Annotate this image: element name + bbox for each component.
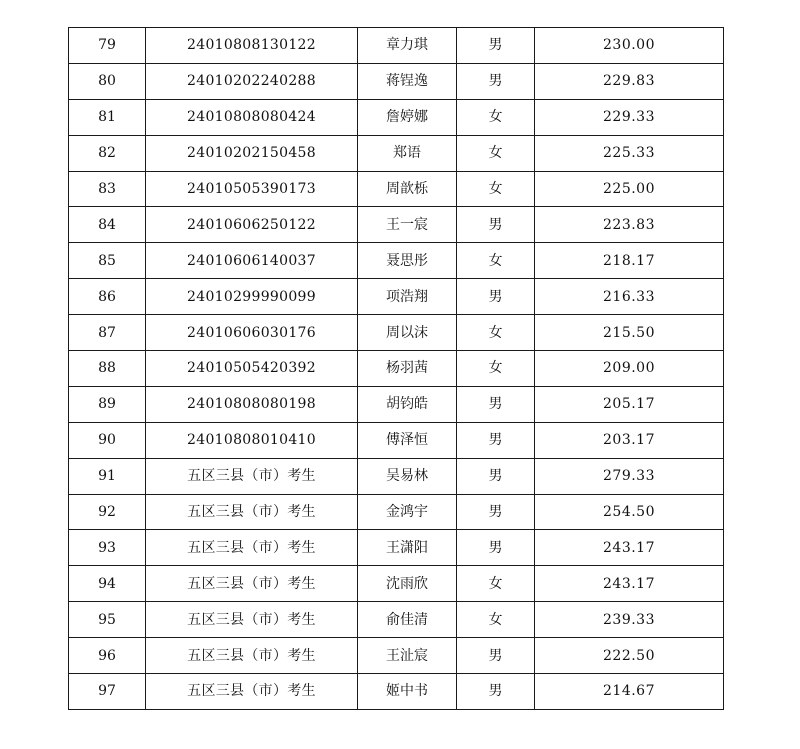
cell-student-name: 王潇阳 <box>358 530 457 566</box>
cell-score: 209.00 <box>535 351 724 387</box>
cell-exam-id: 24010606250122 <box>146 207 358 243</box>
table-row <box>69 674 724 710</box>
cell-gender: 男 <box>457 458 535 494</box>
cell-student-name: 聂思彤 <box>358 243 457 279</box>
cell-score: 243.17 <box>535 530 724 566</box>
cell-score: 216.33 <box>535 279 724 315</box>
cell-gender: 女 <box>457 566 535 602</box>
cell-exam-id: 五区三县（市）考生 <box>146 674 358 710</box>
cell-score: 223.83 <box>535 207 724 243</box>
cell-score: 254.50 <box>535 494 724 530</box>
cell-exam-id: 24010299990099 <box>146 279 358 315</box>
cell-rank: 86 <box>69 279 146 315</box>
cell-score: 225.00 <box>535 171 724 207</box>
cell-exam-id: 五区三县（市）考生 <box>146 638 358 674</box>
cell-gender: 男 <box>457 494 535 530</box>
cell-rank: 91 <box>69 458 146 494</box>
table-row <box>69 243 724 279</box>
cell-exam-id: 24010808080198 <box>146 386 358 422</box>
cell-rank: 96 <box>69 638 146 674</box>
cell-gender: 女 <box>457 315 535 351</box>
cell-gender: 女 <box>457 135 535 171</box>
cell-student-name: 章力琪 <box>358 28 457 64</box>
cell-score: 203.17 <box>535 422 724 458</box>
cell-score: 243.17 <box>535 566 724 602</box>
cell-student-name: 郑语 <box>358 135 457 171</box>
cell-score: 214.67 <box>535 674 724 710</box>
cell-gender: 男 <box>457 638 535 674</box>
cell-score: 230.00 <box>535 28 724 64</box>
table-row <box>69 351 724 387</box>
cell-score: 215.50 <box>535 315 724 351</box>
table-row <box>69 207 724 243</box>
cell-score: 218.17 <box>535 243 724 279</box>
cell-rank: 85 <box>69 243 146 279</box>
cell-gender: 女 <box>457 351 535 387</box>
table-row <box>69 99 724 135</box>
table-row <box>69 315 724 351</box>
cell-gender: 女 <box>457 243 535 279</box>
cell-rank: 92 <box>69 494 146 530</box>
cell-rank: 95 <box>69 602 146 638</box>
cell-student-name: 项浩翔 <box>358 279 457 315</box>
cell-gender: 男 <box>457 207 535 243</box>
cell-student-name: 杨羽茜 <box>358 351 457 387</box>
cell-gender: 女 <box>457 99 535 135</box>
cell-rank: 81 <box>69 99 146 135</box>
cell-exam-id: 24010505420392 <box>146 351 358 387</box>
cell-student-name: 沈雨欣 <box>358 566 457 602</box>
table-row <box>69 458 724 494</box>
table-row <box>69 638 724 674</box>
cell-rank: 94 <box>69 566 146 602</box>
cell-rank: 82 <box>69 135 146 171</box>
cell-gender: 男 <box>457 530 535 566</box>
cell-exam-id: 24010808130122 <box>146 28 358 64</box>
cell-score: 279.33 <box>535 458 724 494</box>
cell-rank: 89 <box>69 386 146 422</box>
cell-student-name: 王沚宸 <box>358 638 457 674</box>
table-row <box>69 530 724 566</box>
cell-gender: 男 <box>457 279 535 315</box>
cell-gender: 男 <box>457 674 535 710</box>
table-row <box>69 386 724 422</box>
results-table <box>68 27 724 710</box>
cell-rank: 88 <box>69 351 146 387</box>
cell-score: 222.50 <box>535 638 724 674</box>
cell-rank: 97 <box>69 674 146 710</box>
cell-rank: 80 <box>69 63 146 99</box>
cell-exam-id: 24010606140037 <box>146 243 358 279</box>
table-row <box>69 28 724 64</box>
cell-gender: 男 <box>457 422 535 458</box>
table-row <box>69 171 724 207</box>
cell-rank: 84 <box>69 207 146 243</box>
cell-exam-id: 五区三县（市）考生 <box>146 494 358 530</box>
table-row <box>69 135 724 171</box>
cell-exam-id: 五区三县（市）考生 <box>146 602 358 638</box>
cell-student-name: 傅泽恒 <box>358 422 457 458</box>
results-table-body <box>69 28 724 710</box>
cell-exam-id: 24010808010410 <box>146 422 358 458</box>
cell-student-name: 蒋锃逸 <box>358 63 457 99</box>
table-row <box>69 63 724 99</box>
cell-student-name: 王一宸 <box>358 207 457 243</box>
table-row <box>69 279 724 315</box>
table-row <box>69 494 724 530</box>
cell-student-name: 周以沫 <box>358 315 457 351</box>
table-row <box>69 566 724 602</box>
cell-score: 229.83 <box>535 63 724 99</box>
cell-score: 239.33 <box>535 602 724 638</box>
cell-rank: 87 <box>69 315 146 351</box>
cell-student-name: 胡钧皓 <box>358 386 457 422</box>
cell-student-name: 姬中书 <box>358 674 457 710</box>
cell-rank: 93 <box>69 530 146 566</box>
cell-gender: 女 <box>457 602 535 638</box>
cell-score: 229.33 <box>535 99 724 135</box>
cell-rank: 83 <box>69 171 146 207</box>
cell-gender: 男 <box>457 28 535 64</box>
cell-exam-id: 五区三县（市）考生 <box>146 530 358 566</box>
cell-student-name: 周歆栎 <box>358 171 457 207</box>
cell-gender: 女 <box>457 171 535 207</box>
cell-rank: 90 <box>69 422 146 458</box>
cell-exam-id: 24010808080424 <box>146 99 358 135</box>
cell-gender: 男 <box>457 63 535 99</box>
cell-exam-id: 24010202240288 <box>146 63 358 99</box>
cell-exam-id: 24010202150458 <box>146 135 358 171</box>
table-row <box>69 602 724 638</box>
cell-exam-id: 24010505390173 <box>146 171 358 207</box>
cell-student-name: 詹婷娜 <box>358 99 457 135</box>
cell-student-name: 吴易林 <box>358 458 457 494</box>
cell-exam-id: 五区三县（市）考生 <box>146 566 358 602</box>
cell-student-name: 金鸿宇 <box>358 494 457 530</box>
cell-score: 225.33 <box>535 135 724 171</box>
table-row <box>69 422 724 458</box>
cell-score: 205.17 <box>535 386 724 422</box>
cell-rank: 79 <box>69 28 146 64</box>
cell-student-name: 俞佳清 <box>358 602 457 638</box>
cell-exam-id: 五区三县（市）考生 <box>146 458 358 494</box>
cell-gender: 男 <box>457 386 535 422</box>
cell-exam-id: 24010606030176 <box>146 315 358 351</box>
